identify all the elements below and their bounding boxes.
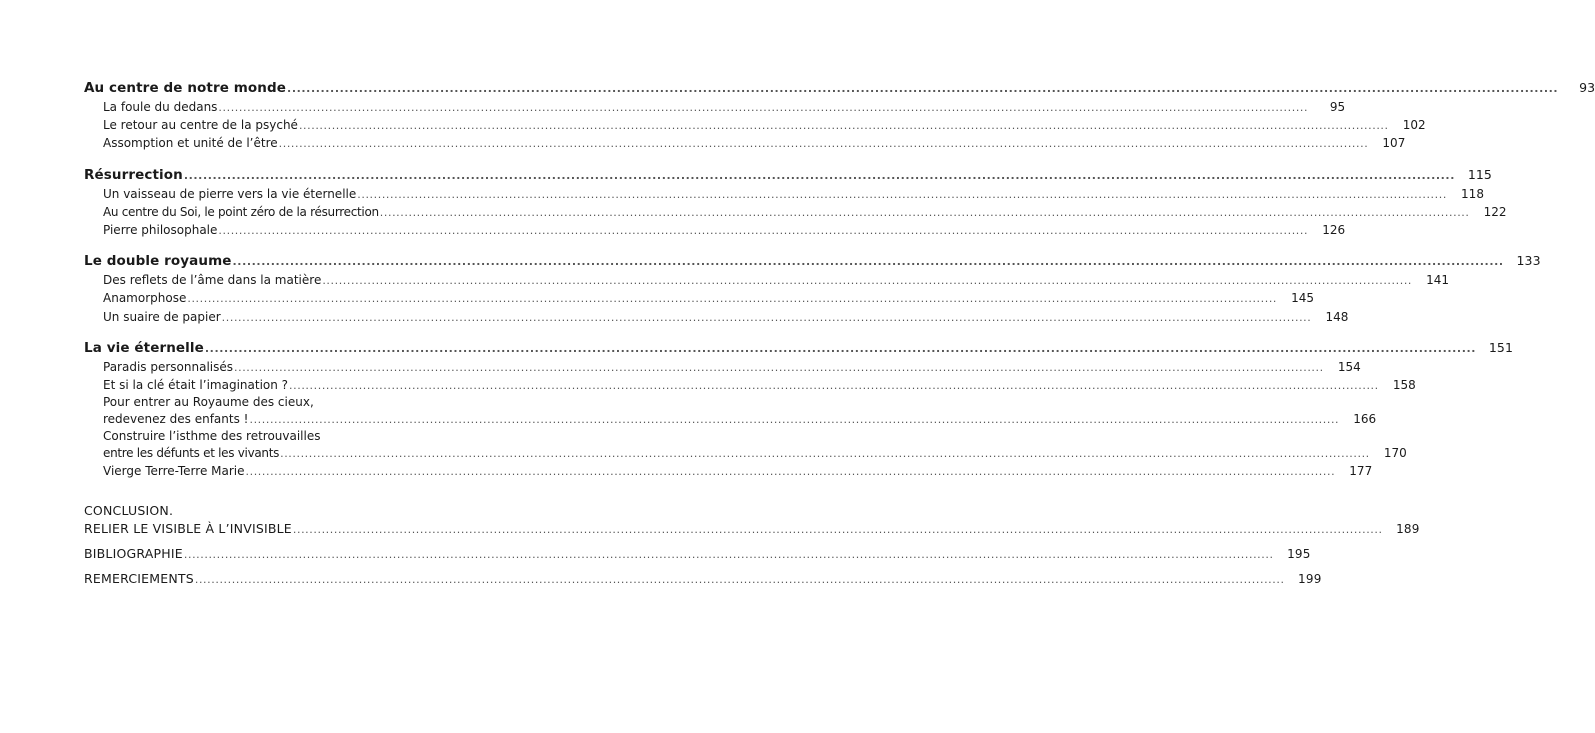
page-number: 195 (1287, 547, 1311, 562)
page-number: 115 (1467, 166, 1492, 182)
conclusion-entry (84, 502, 1420, 539)
page-number: 199 (1298, 572, 1322, 587)
entry-title: Assomption et unité de l’être (103, 136, 278, 151)
entry-title: Des reflets de l’âme dans la matière (103, 273, 322, 288)
toc-entry (84, 394, 1377, 428)
toc-entry (84, 116, 1426, 134)
page-number: 107 (1382, 136, 1406, 151)
acknowledgements-entry (84, 569, 1322, 589)
entry-title-line: Construire l’isthme des retrouvailles (103, 429, 321, 444)
chapter-title: Au centre de notre monde (84, 80, 287, 96)
toc-entry (84, 221, 1346, 239)
chapter-row (84, 338, 1514, 358)
page-number: 166 (1353, 412, 1377, 427)
entry-title: redevenez des enfants ! (103, 412, 249, 427)
table-of-contents (84, 78, 1595, 589)
acknowledgements-title: REMERCIEMENTS (84, 571, 194, 587)
page-number: 95 (1329, 100, 1346, 114)
chapter-row (84, 78, 1595, 98)
dot-leader (322, 271, 1412, 290)
entry-title: entre les défunts et les vivants (103, 446, 280, 461)
dot-leader (195, 569, 1285, 590)
toc-entry (84, 428, 1407, 462)
entry-title: Paradis personnalisés (103, 359, 234, 374)
toc-entry (84, 308, 1349, 326)
chapter-title: Résurrection (84, 166, 183, 183)
dot-leader (287, 78, 1558, 99)
page-number: 189 (1396, 522, 1420, 537)
entry-title-line: Pour entrer au Royaume des cieux, (103, 395, 314, 410)
entry-title: Pierre philosophale (103, 222, 218, 237)
page-number: 118 (1461, 186, 1484, 201)
page-number: 93 (1579, 80, 1595, 95)
dot-leader (299, 116, 1389, 135)
dot-leader (246, 462, 1336, 481)
toc-entry (84, 134, 1406, 152)
page-number: 177 (1349, 464, 1373, 479)
toc-entry (84, 203, 1507, 221)
page-number: 158 (1392, 377, 1416, 392)
dot-leader (357, 185, 1447, 204)
page-number: 102 (1402, 118, 1426, 133)
dot-leader (233, 251, 1504, 272)
dot-leader (205, 338, 1476, 359)
chapter-row (84, 251, 1541, 271)
dot-leader (187, 289, 1277, 308)
dot-leader (184, 165, 1455, 186)
toc-entry (84, 271, 1450, 289)
entry-title: Un suaire de papier (103, 309, 221, 324)
toc-entry (84, 358, 1361, 376)
dot-leader (280, 445, 1370, 462)
page-number: 151 (1488, 339, 1514, 355)
dot-leader (279, 134, 1369, 153)
conclusion-heading: CONCLUSION. (84, 503, 174, 519)
toc-entry (84, 98, 1346, 116)
entry-title: Au centre du Soi, le point zéro de la résurrection (103, 204, 379, 219)
chapter-title: La vie éternelle (84, 339, 204, 356)
entry-title: Vierge Terre-Terre Marie (103, 464, 245, 479)
entry-title: Un vaisseau de pierre vers la vie éternelle (103, 186, 357, 201)
bibliography-entry (84, 544, 1311, 564)
page-number: 170 (1383, 446, 1407, 461)
dot-leader (289, 376, 1379, 395)
page-number: 122 (1483, 204, 1507, 219)
dot-leader (293, 519, 1383, 540)
page-number: 141 (1426, 273, 1450, 288)
chapter-row (84, 165, 1492, 185)
conclusion-title: RELIER LE VISIBLE À L’INVISIBLE (84, 521, 292, 537)
dot-leader (234, 358, 1324, 377)
page-number: 145 (1291, 291, 1315, 306)
entry-title: Et si la clé était l’imagination ? (103, 377, 289, 392)
entry-title: Anamorphose (103, 291, 187, 306)
dot-leader (380, 203, 1470, 222)
page-number: 133 (1516, 253, 1541, 269)
toc-entry (84, 462, 1373, 480)
dot-leader (222, 308, 1312, 327)
dot-leader (218, 221, 1308, 240)
toc-entry (84, 376, 1416, 394)
bibliography-title: BIBLIOGRAPHIE (84, 546, 183, 562)
chapter-title: Le double royaume (84, 253, 232, 270)
page-number: 154 (1337, 359, 1361, 374)
entry-title: La foule du dedans (103, 100, 218, 114)
dot-leader (249, 411, 1339, 428)
dot-leader (184, 544, 1274, 565)
toc-entry (84, 289, 1315, 307)
toc-entry (84, 185, 1484, 203)
page-number: 148 (1325, 309, 1349, 324)
entry-title: Le retour au centre de la psyché (103, 118, 298, 133)
page-number: 126 (1322, 222, 1346, 237)
dot-leader (218, 98, 1308, 117)
